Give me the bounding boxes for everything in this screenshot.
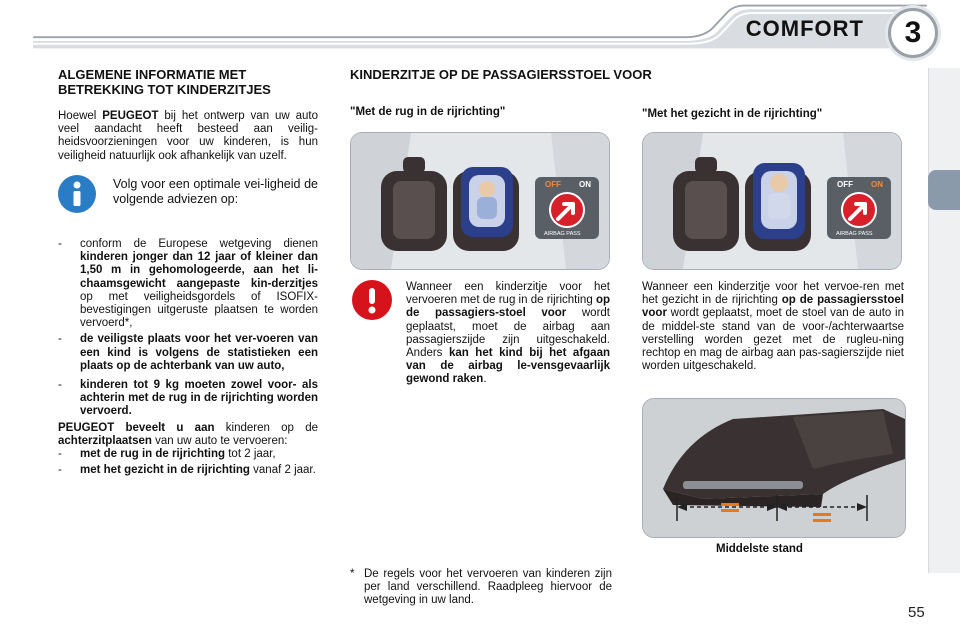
intro-paragraph: Hoewel PEUGEOT bij het ontwerp van uw auto veel aandacht heeft besteed aan veilig-heidsvoorzieningen voor uw kinderen, is hun veiligheid natuurlijk ook afhankelijk van uzelf.: [58, 110, 318, 162]
rear-facing-seat-illustration: [350, 132, 610, 270]
list-item: - met het gezicht in de rijrichting vanaf 2 jaar.: [58, 464, 316, 477]
forward-facing-text: Wanneer een kinderzitje voor het vervoe-ren met het gezicht in de rijrichting op de passagiersstoel voor wordt geplaatst, moet de stoel van de auto in de middel-ste stand van de voor-/achterwaartse verstelling worden gezet met de rugleu-ning rechtop en mag de airbag aan pas-sagierszijde niet worden uitgeschakeld.: [642, 281, 905, 373]
main-heading: KINDERZITJE OP DE PASSAGIERSSTOEL VOOR: [350, 67, 652, 82]
side-tab-active[interactable]: [928, 170, 960, 210]
middle-position-illustration: [642, 398, 906, 538]
list-item: - kinderen tot 9 kg moeten zowel voor- als achterin met de rug in de rijrichting worden vervoerd.: [58, 379, 318, 418]
passenger-seat-with-child-seat: [453, 167, 519, 251]
forward-facing-title: "Met het gezicht in de rijrichting": [642, 108, 823, 120]
svg-text:OFF: OFF: [837, 180, 853, 189]
airbag-warning-text: Wanneer een kinderzitje voor het vervoeren met de rug in de rijrichting op de passagiers-stoel voor wordt geplaatst, moet de airbag aan passagierszijde zijn uitgeschakeld. Anders kan het kind bij het afgaan van de airbag le-vensgevaarlijk gewond raken.: [406, 281, 610, 386]
svg-text:ON: ON: [579, 180, 591, 189]
list-item: - de veiligste plaats voor het ver-voeren van een kind is volgens de statistieken een plaats op de achterbank van uw auto,: [58, 333, 318, 372]
page-number: 55: [908, 604, 925, 621]
info-icon: [58, 175, 96, 213]
svg-text:OFF: OFF: [545, 180, 561, 189]
side-tab-strip: [928, 68, 960, 573]
footnote: * De regels voor het vervoeren van kinderen zijn per land verschillend. Raadpleeg hiervoor de wetgeving in uw land.: [350, 568, 612, 607]
list-item: - met de rug in de rijrichting tot 2 jaar,: [58, 448, 276, 461]
left-heading: ALGEMENE INFORMATIE MET BETREKKING TOT KINDERZITJES: [58, 67, 271, 97]
recommendation: PEUGEOT beveelt u aan kinderen op de achterzitplaatsen van uw auto te vervoeren:: [58, 421, 318, 447]
svg-text:AIRBAG PASS: AIRBAG PASS: [544, 231, 581, 237]
airbag-off-label: [535, 177, 599, 239]
rules-list: [58, 238, 318, 477]
forward-facing-seat-illustration: [642, 132, 902, 270]
list-item: - conform de Europese wetgeving dienen kinderen jonger dan 12 jaar of kleiner dan 1,50 m in gehomologeerde, aan het li-chaamsgewicht aangepaste kin-derzitjes op met veiligheidsgordels of ISOFIX-bevestigingen uitgeruste plaatsen te worden vervoerd*,: [58, 238, 318, 330]
advice-text: Volg voor een optimale vei-ligheid de volgende adviezen op:: [113, 177, 318, 206]
chapter-number-badge: 3: [888, 8, 938, 58]
svg-text:AIRBAG PASS: AIRBAG PASS: [836, 231, 873, 237]
airbag-on-label: [827, 177, 891, 239]
rear-facing-title: "Met de rug in de rijrichting": [350, 106, 506, 118]
chapter-title: COMFORT: [745, 16, 864, 41]
passenger-seat-with-child-seat: [745, 163, 811, 251]
svg-text:ON: ON: [871, 180, 883, 189]
middle-position-caption: Middelste stand: [716, 543, 803, 555]
